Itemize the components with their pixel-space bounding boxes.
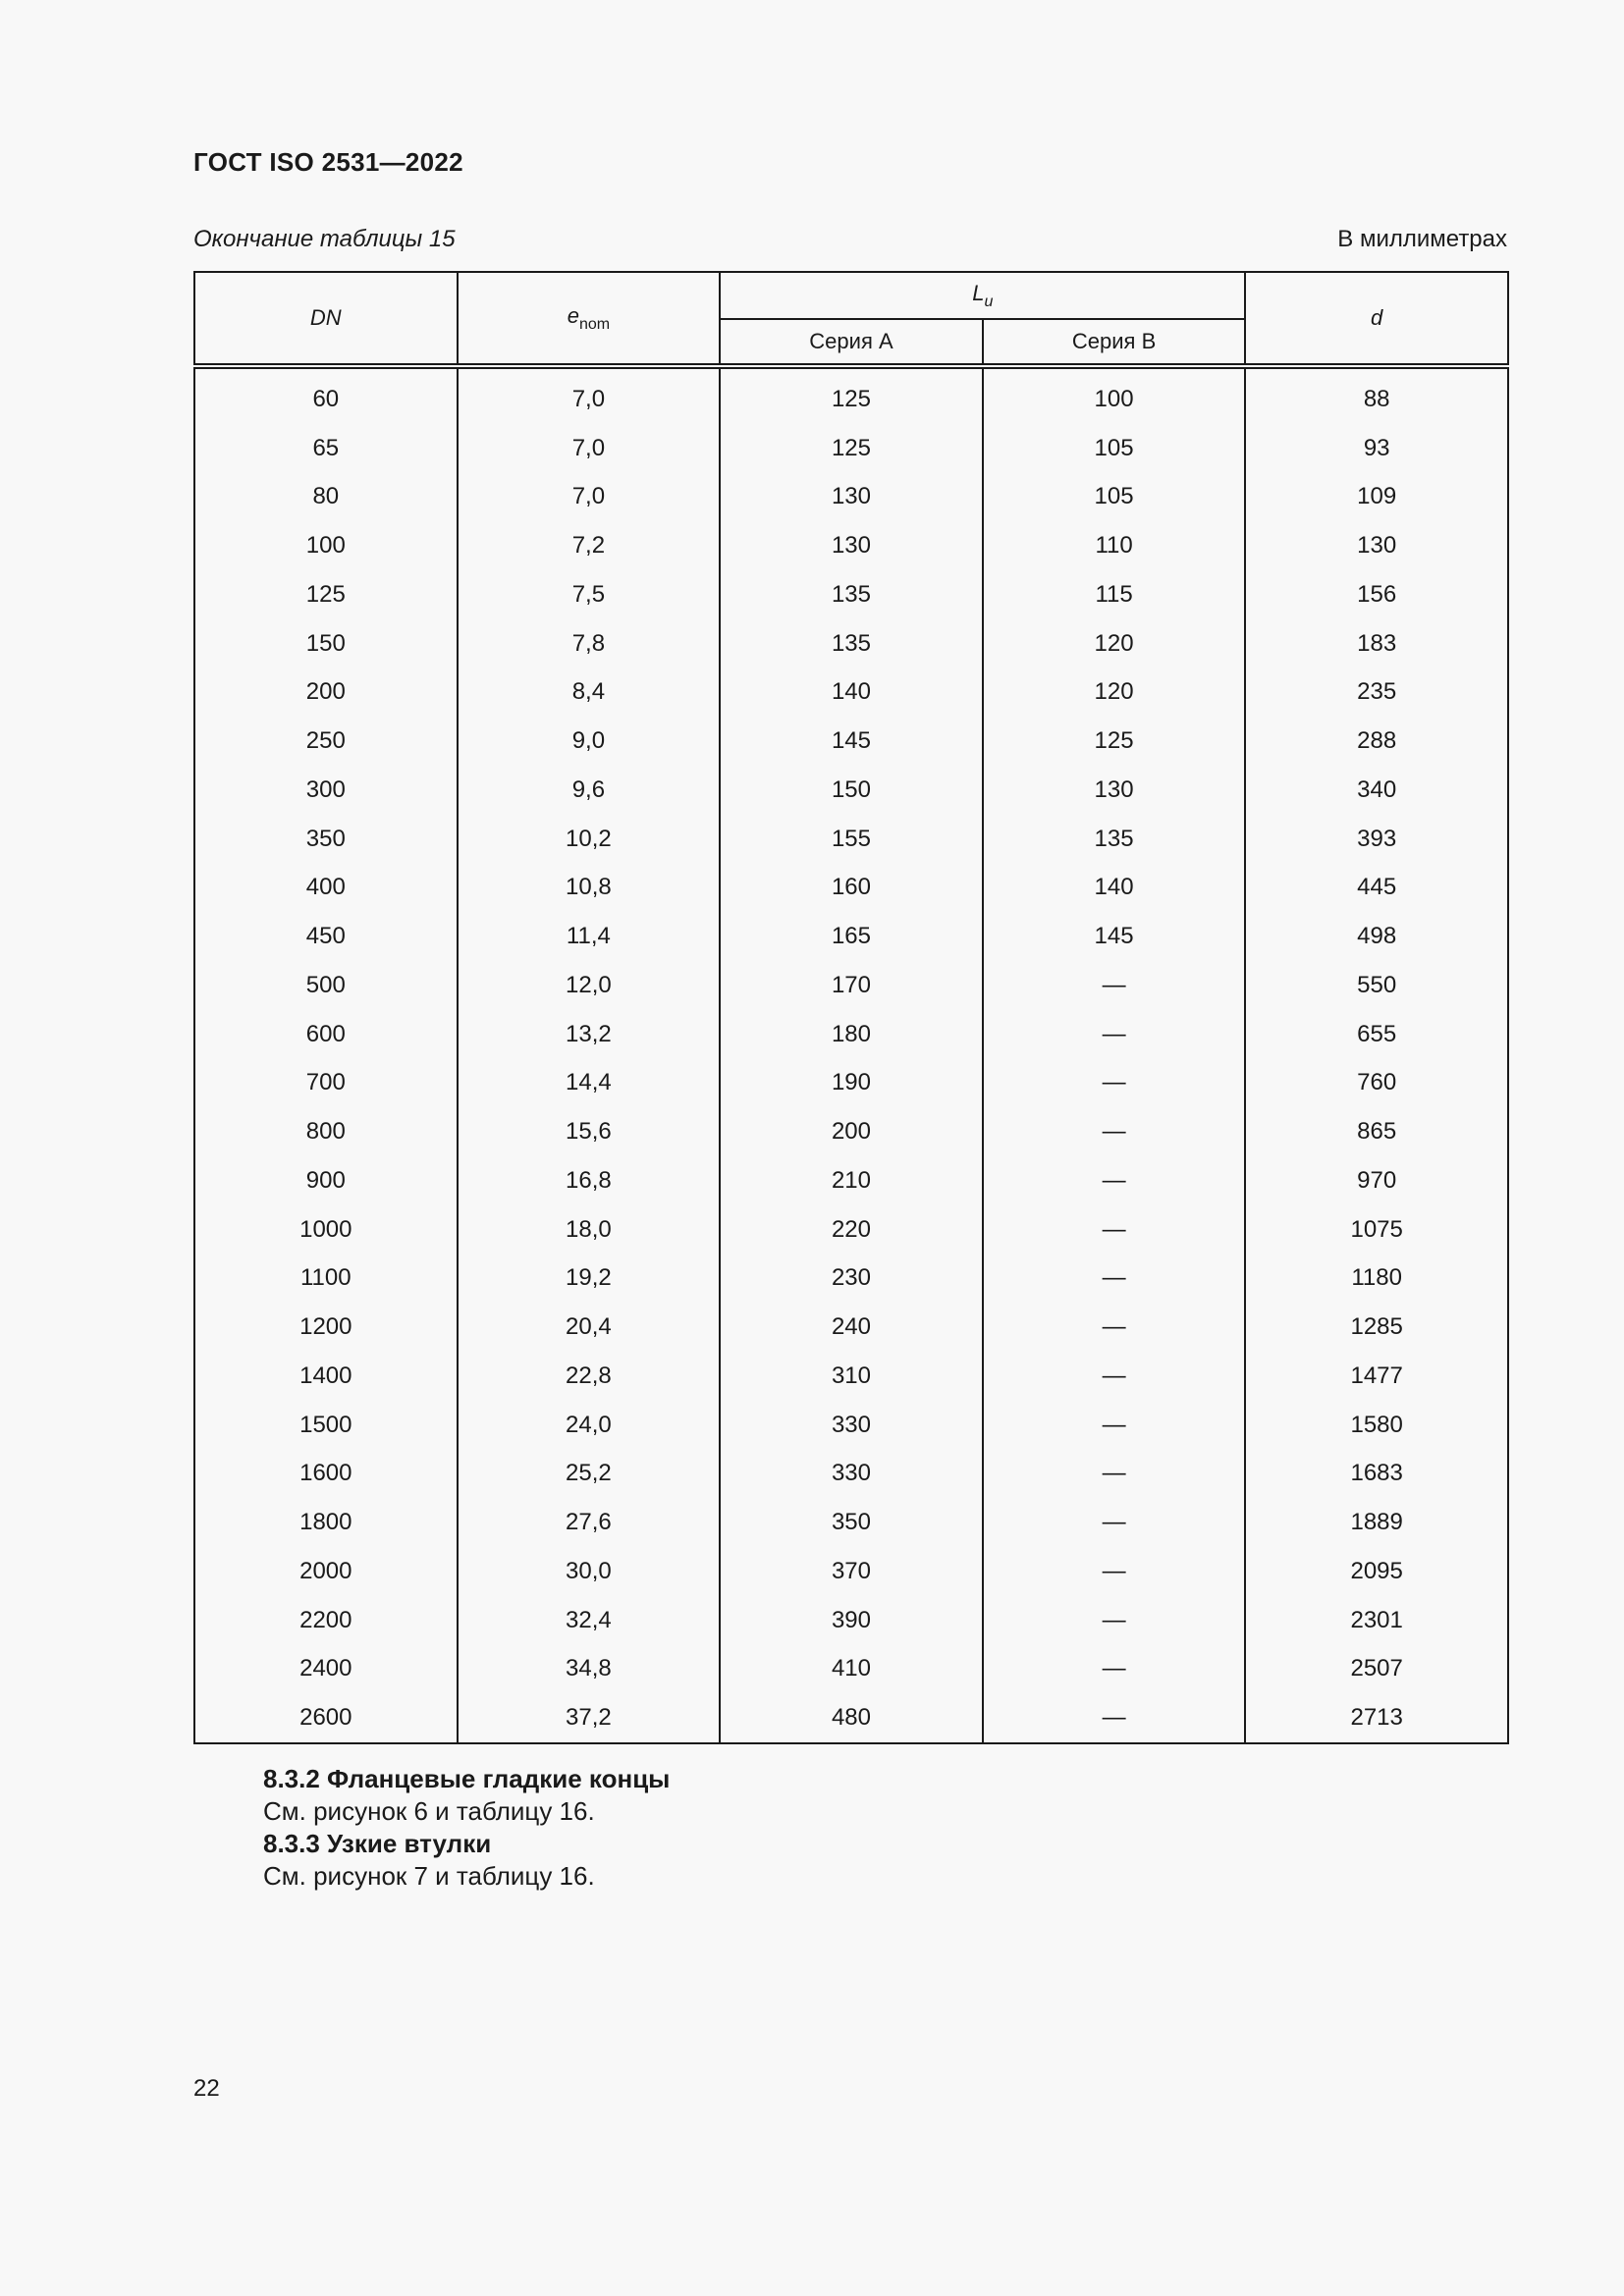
cell-lu-series-b: 125	[983, 717, 1246, 766]
cell-lu-series-a: 165	[720, 912, 983, 961]
cell-dn: 450	[194, 912, 458, 961]
cell-d: 1180	[1245, 1255, 1508, 1304]
cell-enom: 24,0	[458, 1401, 721, 1450]
table-container	[193, 271, 1507, 1744]
table-row	[194, 1107, 1508, 1156]
table-caption: Окончание таблицы 15	[193, 226, 456, 252]
cell-lu-series-a: 480	[720, 1693, 983, 1743]
cell-lu-series-a: 150	[720, 766, 983, 815]
cell-d: 498	[1245, 912, 1508, 961]
cell-dn: 1600	[194, 1450, 458, 1499]
cell-dn: 65	[194, 424, 458, 473]
cell-enom: 7,2	[458, 521, 721, 570]
cell-lu-series-b: 105	[983, 424, 1246, 473]
table-row	[194, 473, 1508, 522]
table-row	[194, 1255, 1508, 1304]
cell-lu-series-b: 140	[983, 864, 1246, 913]
cell-lu-series-b: 135	[983, 815, 1246, 864]
cell-lu-series-a: 130	[720, 473, 983, 522]
table-row	[194, 1010, 1508, 1059]
cell-d: 550	[1245, 961, 1508, 1010]
table-row	[194, 1059, 1508, 1108]
cell-lu-series-a: 190	[720, 1059, 983, 1108]
cell-dn: 250	[194, 717, 458, 766]
cell-d: 340	[1245, 766, 1508, 815]
cell-d: 1889	[1245, 1498, 1508, 1547]
cell-enom: 37,2	[458, 1693, 721, 1743]
cell-dn: 150	[194, 619, 458, 668]
column-header-lu	[720, 272, 1245, 319]
cell-lu-series-a: 145	[720, 717, 983, 766]
table-row	[194, 912, 1508, 961]
cell-enom: 7,8	[458, 619, 721, 668]
cell-dn: 400	[194, 864, 458, 913]
cell-d: 1477	[1245, 1352, 1508, 1401]
table-row	[194, 1352, 1508, 1401]
cell-lu-series-a: 230	[720, 1255, 983, 1304]
table-row	[194, 1450, 1508, 1499]
table-row	[194, 766, 1508, 815]
cell-lu-series-b: —	[983, 1059, 1246, 1108]
cell-d: 970	[1245, 1156, 1508, 1205]
cell-dn: 600	[194, 1010, 458, 1059]
cell-lu-series-b: 120	[983, 668, 1246, 718]
column-header-series-b: Серия В	[983, 319, 1246, 366]
column-header-dn	[194, 272, 458, 366]
cell-d: 235	[1245, 668, 1508, 718]
cell-enom: 27,6	[458, 1498, 721, 1547]
cell-lu-series-b: —	[983, 1303, 1246, 1352]
cell-lu-series-a: 410	[720, 1645, 983, 1694]
cell-lu-series-a: 135	[720, 570, 983, 619]
cell-enom: 18,0	[458, 1205, 721, 1255]
cell-enom: 30,0	[458, 1547, 721, 1596]
cell-dn: 60	[194, 366, 458, 424]
cell-d: 1580	[1245, 1401, 1508, 1450]
cell-lu-series-b: 100	[983, 366, 1246, 424]
column-header-d	[1245, 272, 1508, 366]
document-header: ГОСТ ISO 2531—2022	[193, 147, 463, 177]
cell-lu-series-b: 110	[983, 521, 1246, 570]
cell-d: 655	[1245, 1010, 1508, 1059]
section-8-3-2	[263, 1763, 670, 1828]
enom-header-subscript: nom	[578, 315, 611, 333]
cell-lu-series-b: —	[983, 1156, 1246, 1205]
cell-lu-series-b: —	[983, 1352, 1246, 1401]
cell-enom: 7,0	[458, 424, 721, 473]
cell-lu-series-a: 155	[720, 815, 983, 864]
table-row	[194, 1156, 1508, 1205]
cell-enom: 10,8	[458, 864, 721, 913]
cell-lu-series-a: 220	[720, 1205, 983, 1255]
cell-lu-series-a: 240	[720, 1303, 983, 1352]
cell-enom: 7,5	[458, 570, 721, 619]
cell-d: 2301	[1245, 1596, 1508, 1645]
cell-enom: 7,0	[458, 366, 721, 424]
cell-dn: 350	[194, 815, 458, 864]
cell-d: 109	[1245, 473, 1508, 522]
cell-d: 865	[1245, 1107, 1508, 1156]
table-row	[194, 1498, 1508, 1547]
cell-d: 1285	[1245, 1303, 1508, 1352]
cell-enom: 25,2	[458, 1450, 721, 1499]
table-row	[194, 864, 1508, 913]
cell-d: 393	[1245, 815, 1508, 864]
table-row	[194, 1547, 1508, 1596]
table-row	[194, 668, 1508, 718]
cell-d: 93	[1245, 424, 1508, 473]
cell-d: 2095	[1245, 1547, 1508, 1596]
column-header-enom	[458, 272, 721, 366]
table-body	[194, 366, 1508, 1743]
cell-lu-series-b: 120	[983, 619, 1246, 668]
cell-lu-series-a: 200	[720, 1107, 983, 1156]
cell-enom: 11,4	[458, 912, 721, 961]
cell-dn: 500	[194, 961, 458, 1010]
cell-lu-series-a: 170	[720, 961, 983, 1010]
cell-enom: 16,8	[458, 1156, 721, 1205]
table-row	[194, 717, 1508, 766]
cell-enom: 32,4	[458, 1596, 721, 1645]
cell-enom: 12,0	[458, 961, 721, 1010]
cell-lu-series-a: 125	[720, 424, 983, 473]
cell-lu-series-b: —	[983, 1401, 1246, 1450]
cell-dn: 1200	[194, 1303, 458, 1352]
cell-dn: 1800	[194, 1498, 458, 1547]
cell-lu-series-a: 330	[720, 1401, 983, 1450]
cell-lu-series-b: —	[983, 1498, 1246, 1547]
cell-lu-series-b: —	[983, 1255, 1246, 1304]
cell-enom: 34,8	[458, 1645, 721, 1694]
section-heading: 8.3.2 Фланцевые гладкие концы	[263, 1764, 671, 1793]
cell-d: 1075	[1245, 1205, 1508, 1255]
cell-dn: 1500	[194, 1401, 458, 1450]
cell-lu-series-b: 145	[983, 912, 1246, 961]
lu-header-subscript: u	[984, 293, 994, 310]
cell-dn: 900	[194, 1156, 458, 1205]
cell-enom: 7,0	[458, 473, 721, 522]
cell-enom: 15,6	[458, 1107, 721, 1156]
cell-lu-series-a: 390	[720, 1596, 983, 1645]
cell-enom: 19,2	[458, 1255, 721, 1304]
cell-dn: 125	[194, 570, 458, 619]
table-row	[194, 521, 1508, 570]
cell-dn: 1100	[194, 1255, 458, 1304]
cell-dn: 700	[194, 1059, 458, 1108]
cell-d: 130	[1245, 521, 1508, 570]
cell-dn: 300	[194, 766, 458, 815]
cell-lu-series-b: —	[983, 1693, 1246, 1743]
cell-d: 288	[1245, 717, 1508, 766]
cell-enom: 14,4	[458, 1059, 721, 1108]
cell-lu-series-b: —	[983, 1645, 1246, 1694]
cell-dn: 2600	[194, 1693, 458, 1743]
cell-lu-series-b: —	[983, 961, 1246, 1010]
enom-header-main: e	[567, 302, 579, 328]
page-number: 22	[193, 2075, 220, 2102]
cell-dn: 2000	[194, 1547, 458, 1596]
cell-d: 445	[1245, 864, 1508, 913]
cell-d: 156	[1245, 570, 1508, 619]
cell-dn: 1000	[194, 1205, 458, 1255]
cell-dn: 2200	[194, 1596, 458, 1645]
table-row	[194, 1645, 1508, 1694]
cell-enom: 22,8	[458, 1352, 721, 1401]
section-heading: 8.3.3 Узкие втулки	[263, 1829, 492, 1858]
column-header-series-a: Серия А	[720, 319, 983, 366]
table-row	[194, 815, 1508, 864]
cell-enom: 8,4	[458, 668, 721, 718]
cell-dn: 1400	[194, 1352, 458, 1401]
lu-header-main: L	[972, 280, 985, 305]
cell-enom: 13,2	[458, 1010, 721, 1059]
d-header-label: d	[1371, 305, 1383, 330]
cell-dn: 2400	[194, 1645, 458, 1694]
cell-d: 2507	[1245, 1645, 1508, 1694]
cell-lu-series-a: 370	[720, 1547, 983, 1596]
table-row	[194, 366, 1508, 424]
cell-lu-series-b: —	[983, 1010, 1246, 1059]
cell-d: 183	[1245, 619, 1508, 668]
cell-lu-series-b: —	[983, 1107, 1246, 1156]
cell-lu-series-b: 130	[983, 766, 1246, 815]
cell-d: 760	[1245, 1059, 1508, 1108]
cell-lu-series-b: 115	[983, 570, 1246, 619]
table-header	[194, 272, 1508, 366]
table-row	[194, 424, 1508, 473]
dimensions-table	[193, 271, 1509, 1744]
table-row	[194, 570, 1508, 619]
section-text: См. рисунок 6 и таблицу 16.	[263, 1796, 595, 1826]
cell-lu-series-a: 350	[720, 1498, 983, 1547]
cell-lu-series-a: 160	[720, 864, 983, 913]
section-8-3-3	[263, 1828, 595, 1893]
cell-lu-series-a: 330	[720, 1450, 983, 1499]
cell-lu-series-a: 310	[720, 1352, 983, 1401]
cell-lu-series-b: —	[983, 1547, 1246, 1596]
cell-lu-series-a: 140	[720, 668, 983, 718]
cell-lu-series-b: 105	[983, 473, 1246, 522]
cell-lu-series-b: —	[983, 1205, 1246, 1255]
dn-header-label: DN	[309, 305, 342, 330]
table-row	[194, 1596, 1508, 1645]
table-row	[194, 1693, 1508, 1743]
cell-lu-series-a: 210	[720, 1156, 983, 1205]
cell-dn: 80	[194, 473, 458, 522]
cell-enom: 20,4	[458, 1303, 721, 1352]
cell-enom: 10,2	[458, 815, 721, 864]
cell-d: 1683	[1245, 1450, 1508, 1499]
table-row	[194, 1205, 1508, 1255]
table-row	[194, 1401, 1508, 1450]
cell-d: 88	[1245, 366, 1508, 424]
table-row	[194, 619, 1508, 668]
cell-lu-series-a: 180	[720, 1010, 983, 1059]
cell-lu-series-a: 135	[720, 619, 983, 668]
table-row	[194, 961, 1508, 1010]
cell-lu-series-a: 125	[720, 366, 983, 424]
cell-lu-series-b: —	[983, 1596, 1246, 1645]
cell-enom: 9,0	[458, 717, 721, 766]
section-text: См. рисунок 7 и таблицу 16.	[263, 1861, 595, 1891]
cell-dn: 200	[194, 668, 458, 718]
table-row	[194, 1303, 1508, 1352]
cell-enom: 9,6	[458, 766, 721, 815]
cell-dn: 800	[194, 1107, 458, 1156]
cell-lu-series-b: —	[983, 1450, 1246, 1499]
cell-dn: 100	[194, 521, 458, 570]
table-units: В миллиметрах	[1337, 226, 1507, 252]
cell-d: 2713	[1245, 1693, 1508, 1743]
cell-lu-series-a: 130	[720, 521, 983, 570]
